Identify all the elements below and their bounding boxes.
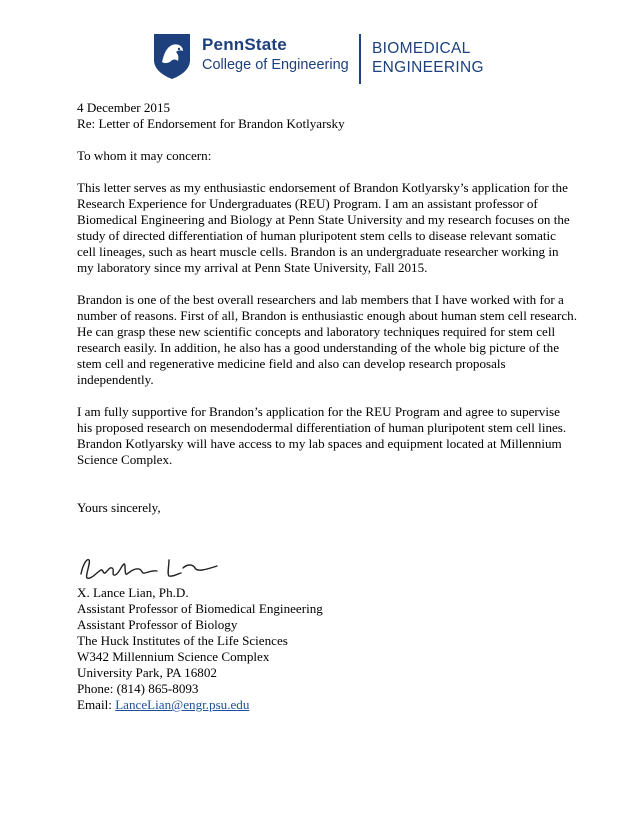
signer-address: W342 Millennium Science Complex	[77, 649, 270, 664]
letterhead-divider	[359, 34, 361, 84]
letter-subject: Re: Letter of Endorsement for Brandon Kotlyarsky	[77, 116, 345, 131]
letter-closing: Yours sincerely,	[77, 500, 161, 515]
signer-title: Assistant Professor of Biology	[77, 617, 238, 632]
letter-paragraph: I am fully supportive for Brandon’s application for the REU Program and agree to supervise his proposed research on mesendodermal differentiation of human pluripotent stem cell lines. Brandon Kotlyarsky will have access to my lab spaces and equipment located at Millennium Science Complex.	[77, 404, 567, 467]
brand-subtitle: College of Engineering	[202, 57, 349, 73]
letter-date: 4 December 2015	[77, 100, 171, 115]
signer-address: University Park, PA 16802	[77, 665, 217, 680]
signer-phone: Phone: (814) 865-8093	[77, 681, 199, 696]
letter-body	[77, 100, 577, 516]
letter-paragraph: Brandon is one of the best overall researchers and lab members that I have worked with for a number of reasons. First of all, Brandon is enthusiastic enough about human stem cell research. He can grasp these new scientific concepts and laboratory techniques required for stem cell research easily. In addition, he also has a good understanding of the whole big picture of the stem cell and regenerative medicine field and also can develop research proposals independently.	[77, 292, 577, 387]
brand-name: PennState	[202, 35, 287, 54]
letter-salutation: To whom it may concern:	[77, 148, 212, 163]
email-link[interactable]: LanceLian@engr.psu.edu	[115, 697, 250, 712]
signer-email-line	[77, 697, 323, 713]
department-line-2: ENGINEERING	[372, 59, 484, 76]
letter-paragraph: This letter serves as my enthusiastic endorsement of Brandon Kotlyarsky’s application for the Research Experience for Undergraduates (REU) Program. I am an assistant professor of Biomedical Engineering and Biology at Penn State University and my research focuses on the study of directed differentiation of human pluripotent stem cells to disease relevant somatic cell lineages, such as heart muscle cells. Brandon is an undergraduate researcher working in my laboratory since my arrival at Penn State University, Fall 2015.	[77, 180, 570, 275]
email-label: Email:	[77, 697, 116, 712]
signer-name: X. Lance Lian, Ph.D.	[77, 585, 189, 600]
brand-wordmark	[202, 36, 349, 74]
signature-block	[77, 585, 323, 713]
signer-title: Assistant Professor of Biomedical Engineering	[77, 601, 323, 616]
letterhead	[152, 30, 532, 86]
department-name	[372, 39, 484, 77]
department-line-1: BIOMEDICAL	[372, 40, 471, 57]
handwritten-signature	[77, 552, 227, 584]
signer-institute: The Huck Institutes of the Life Sciences	[77, 633, 288, 648]
nittany-lion-shield-icon	[152, 32, 192, 80]
